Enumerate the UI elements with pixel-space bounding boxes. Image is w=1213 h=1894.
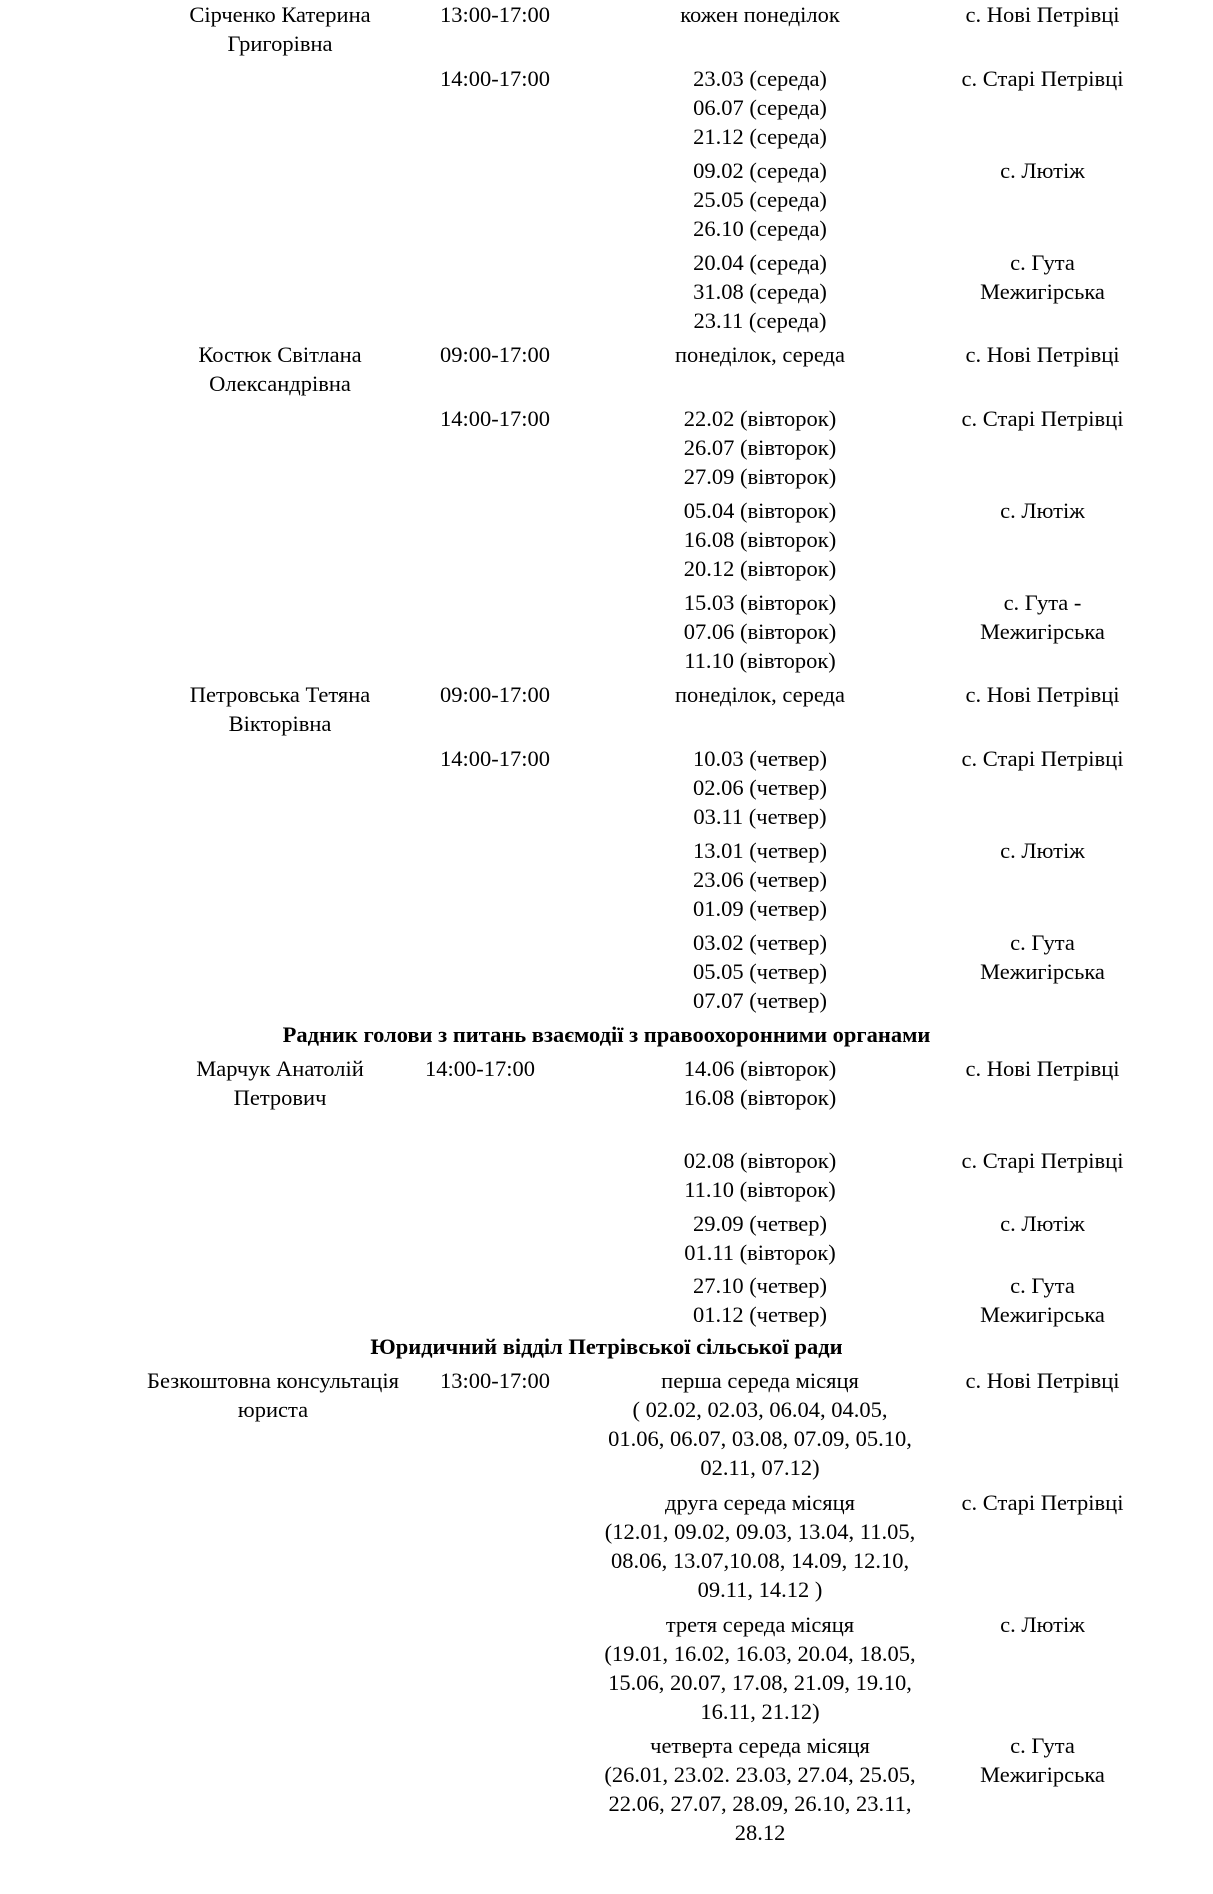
person-name: Петровська Тетяна Вікторівна bbox=[189, 682, 371, 736]
time-cell: 13:00-17:00 bbox=[440, 2, 550, 27]
village-cell: с. Старі Петрівці bbox=[961, 1490, 1124, 1515]
dates-cell: 27.10 (четвер) 01.12 (четвер) bbox=[692, 1273, 828, 1327]
dates-cell: четверта середа місяця (26.01, 23.02. 23.03, 27.04, 25.05, 22.06, 27.07, 28.09, 26.10, 23.11, 28.12 bbox=[604, 1733, 916, 1845]
section-heading-advisor: Радник голови з питань взаємодії з правоохоронними органами bbox=[282, 1022, 931, 1047]
village-cell: с. Гута Межигірська bbox=[980, 1733, 1105, 1787]
time-cell: 14:00-17:00 bbox=[440, 406, 550, 431]
village-cell: с. Старі Петрівці bbox=[961, 1148, 1124, 1173]
dates-cell: 14.06 (вівторок) 16.08 (вівторок) bbox=[683, 1056, 837, 1110]
dates-cell: перша середа місяця ( 02.02, 02.03, 06.04, 04.05, 01.06, 06.07, 03.08, 07.09, 05.10, 02.11, 07.12) bbox=[608, 1368, 912, 1480]
village-cell: с. Нові Петрівці bbox=[965, 342, 1120, 367]
village-cell: с. Лютіж bbox=[1000, 1612, 1085, 1637]
village-cell: с. Старі Петрівці bbox=[961, 66, 1124, 91]
dates-cell: 23.03 (середа) 06.07 (середа) 21.12 (середа) bbox=[693, 66, 827, 149]
time-cell: 14:00-17:00 bbox=[440, 66, 550, 91]
dates-cell: 02.08 (вівторок) 11.10 (вівторок) bbox=[683, 1148, 837, 1202]
time-cell: 13:00-17:00 bbox=[440, 1368, 550, 1393]
village-cell: с. Старі Петрівці bbox=[961, 406, 1124, 431]
person-name: Костюк Світлана Олександрівна bbox=[198, 342, 362, 396]
village-cell: с. Нові Петрівці bbox=[965, 2, 1120, 27]
dates-cell: 13.01 (четвер) 23.06 (четвер) 01.09 (четвер) bbox=[692, 838, 828, 921]
dates-cell: 15.03 (вівторок) 07.06 (вівторок) 11.10 (вівторок) bbox=[683, 590, 837, 673]
village-cell: с. Лютіж bbox=[1000, 498, 1085, 523]
village-cell: с. Нові Петрівці bbox=[965, 1056, 1120, 1081]
village-cell: с. Гута Межигірська bbox=[980, 1273, 1105, 1327]
dates-cell: 22.02 (вівторок) 26.07 (вівторок) 27.09 (вівторок) bbox=[683, 406, 837, 489]
dates-cell: понеділок, середа bbox=[674, 682, 845, 707]
village-cell: с. Нові Петрівці bbox=[965, 1368, 1120, 1393]
dates-cell: понеділок, середа bbox=[674, 342, 845, 367]
village-cell: с. Лютіж bbox=[1000, 158, 1085, 183]
village-cell: с. Лютіж bbox=[1000, 838, 1085, 863]
section-heading-legal: Юридичний відділ Петрівської сільської ради bbox=[370, 1334, 843, 1359]
village-cell: с. Нові Петрівці bbox=[965, 682, 1120, 707]
consultation-name: Безкоштовна консультація юриста bbox=[147, 1368, 399, 1422]
village-cell: с. Гута Межигірська bbox=[980, 250, 1105, 304]
dates-cell: 03.02 (четвер) 05.05 (четвер) 07.07 (четвер) bbox=[692, 930, 828, 1013]
village-cell: с. Старі Петрівці bbox=[961, 746, 1124, 771]
dates-cell: друга середа місяця (12.01, 09.02, 09.03, 13.04, 11.05, 08.06, 13.07,10.08, 14.09, 12.10, 09.11, 14.12 ) bbox=[604, 1490, 916, 1602]
person-name: Сірченко Катерина Григорівна bbox=[189, 2, 371, 56]
dates-cell: 09.02 (середа) 25.05 (середа) 26.10 (середа) bbox=[693, 158, 827, 241]
village-cell: с. Гута - Межигірська bbox=[980, 590, 1105, 644]
dates-cell: третя середа місяця (19.01, 16.02, 16.03, 20.04, 18.05, 15.06, 20.07, 17.08, 21.09, 19.10, 16.11, 21.12) bbox=[604, 1612, 916, 1724]
time-cell: 09:00-17:00 bbox=[440, 342, 550, 367]
dates-cell: 20.04 (середа) 31.08 (середа) 23.11 (середа) bbox=[693, 250, 827, 333]
dates-cell: 10.03 (четвер) 02.06 (четвер) 03.11 (четвер) bbox=[692, 746, 828, 829]
time-cell: 14:00-17:00 bbox=[440, 746, 550, 771]
village-cell: с. Гута Межигірська bbox=[980, 930, 1105, 984]
village-cell: с. Лютіж bbox=[1000, 1211, 1085, 1236]
dates-cell: 29.09 (четвер) 01.11 (вівторок) bbox=[684, 1211, 836, 1265]
time-cell: 14:00-17:00 bbox=[425, 1056, 535, 1081]
time-cell: 09:00-17:00 bbox=[440, 682, 550, 707]
dates-cell: 05.04 (вівторок) 16.08 (вівторок) 20.12 (вівторок) bbox=[683, 498, 837, 581]
person-name: Марчук Анатолій Петрович bbox=[196, 1056, 364, 1110]
dates-cell: кожен понеділок bbox=[680, 2, 840, 27]
